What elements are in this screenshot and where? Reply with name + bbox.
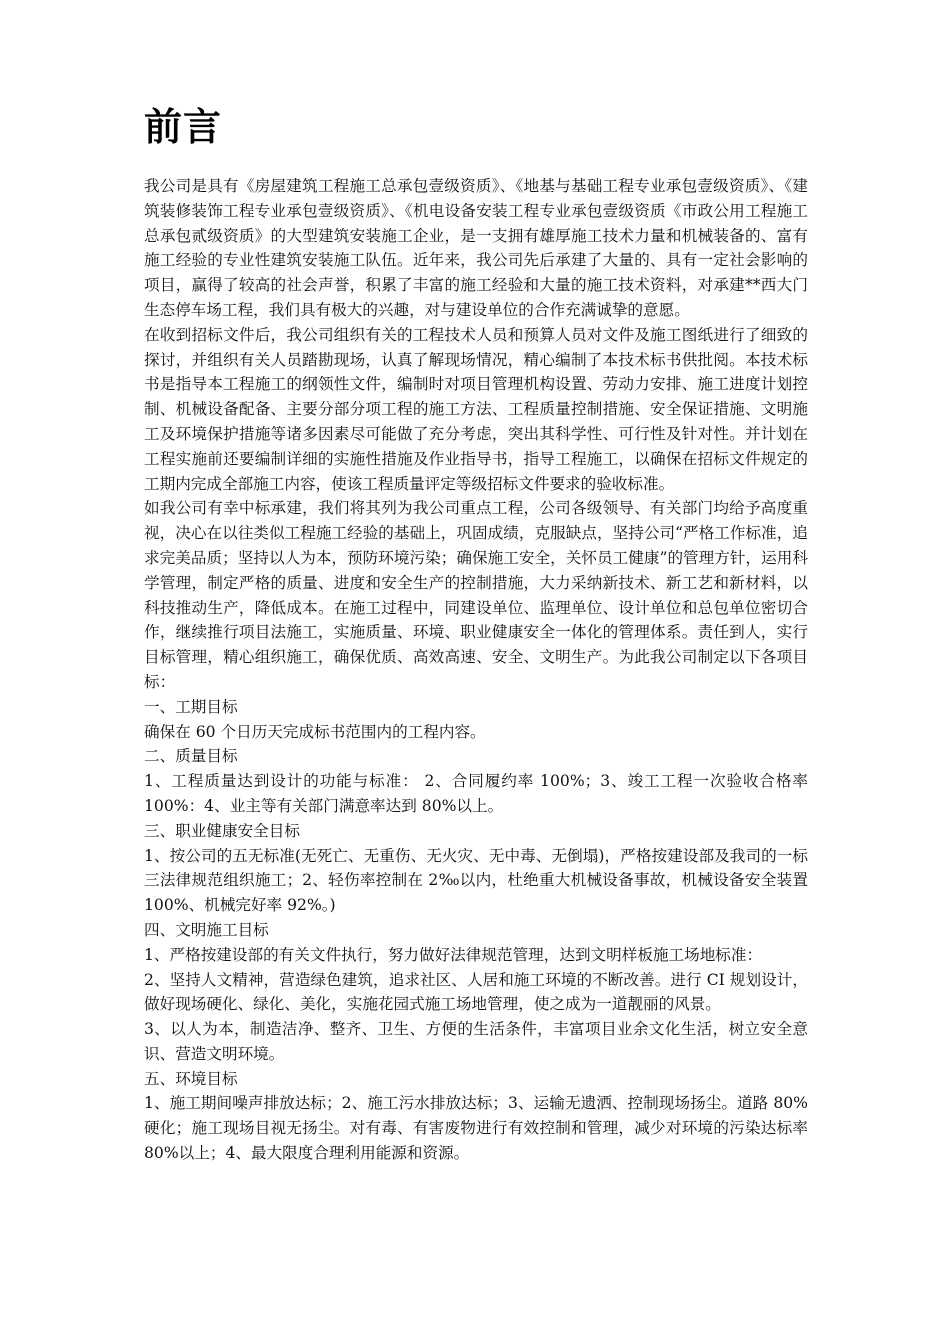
section-heading-environment: 五、环境目标 [144, 1069, 238, 1088]
quality-paragraph: 1、工程质量达到设计的功能与标准： 2、合同履约率 100%；3、竣工工程一次验收合格率 100%：4、业主等有关部门满意率达到 80%以上。 [144, 772, 808, 815]
section-heading-schedule: 一、工期目标 [144, 697, 238, 716]
section-heading-quality: 二、质量目标 [144, 747, 238, 766]
document-body [144, 174, 808, 1166]
environment-paragraph: 1、施工期间噪声排放达标；2、施工污水排放达标；3、运输无遗洒、控制现场扬尘。道路 80%硬化；施工现场目视无扬尘。对有毒、有害废物进行有效控制和管理，减少对环境的污染达标率 80%以上；4、最大限度合理利用能源和资源。 [144, 1094, 808, 1163]
safety-paragraph: 1、按公司的五无标准(无死亡、无重伤、无火灾、无中毒、无倒塌)，严格按建设部及我司的一标三法律规范组织施工；2、轻伤率控制在 2‰以内，杜绝重大机械设备事故，机械设备安全装置 100%、机械完好率 92%。) [144, 846, 808, 915]
bidding-paragraph: 在收到招标文件后，我公司组织有关的工程技术人员和预算人员对文件及施工图纸进行了细致的探讨，并组织有关人员踏勘现场，认真了解现场情况，精心编制了本技术标书供批阅。本技术标书是指导本工程施工的纲领性文件，编制时对项目管理机构设置、劳动力安排、施工进度计划控制、机械设备配备、主要分部分项工程的施工方法、工程质量控制措施、安全保证措施、文明施工及环境保护措施等诸多因素尽可能做了充分考虑，突出其科学性、可行性及针对性。并计划在工程实施前还要编制详细的实施性措施及作业指导书，指导工程施工，以确保在招标文件规定的工期内完成全部施工内容，使该工程质量评定等级招标文件要求的验收标准。 [144, 325, 808, 493]
civilized-paragraph-3: 3、以人为本，制造洁净、整齐、卫生、方便的生活条件，丰富项目业余文化生活，树立安全意识、营造文明环境。 [144, 1020, 808, 1063]
page-title: 前言 [144, 104, 223, 149]
civilized-paragraph-2: 2、坚持人文精神，营造绿色建筑，追求社区、人居和施工环境的不断改善。进行 CI 规划设计，做好现场硬化、绿化、美化，实施花园式施工场地管理，使之成为一道靓丽的风景。 [144, 970, 808, 1014]
section-heading-civilized: 四、文明施工目标 [144, 920, 269, 939]
section-heading-safety: 三、职业健康安全目标 [144, 821, 300, 840]
commitment-paragraph: 如我公司有幸中标承建，我们将其列为我公司重点工程，公司各级领导、有关部门均给予高度重视，决心在以往类似工程施工经验的基础上，巩固成绩，克服缺点，坚持公司“严格工作标准，追求完美品质；坚持以人为本，预防环境污染；确保施工安全，关怀员工健康”的管理方针，运用科学管理，制定严格的质量、进度和安全生产的控制措施，大力采纳新技术、新工艺和新材料，以科技推动生产，降低成本。在施工过程中，同建设单位、监理单位、设计单位和总包单位密切合作，继续推行项目法施工，实施质量、环境、职业健康安全一体化的管理体系。责任到人，实行目标管理，精心组织施工，确保优质、高效高速、安全、文明生产。为此我公司制定以下各项目标： [144, 499, 808, 691]
intro-paragraph: 我公司是具有《房屋建筑工程施工总承包壹级资质》、《地基与基础工程专业承包壹级资质》、《建筑装修装饰工程专业承包壹级资质》、《机电设备安装工程专业承包壹级资质《市政公用工程施工总承包贰级资质》的大型建筑安装施工企业，是一支拥有雄厚施工技术力量和机械装备的、富有施工经验的专业性建筑安装施工队伍。近年来，我公司先后承建了大量的、具有一定社会影响的项目，赢得了较高的社会声誉，积累了丰富的施工经验和大量的施工技术资料，对承建**西大门生态停车场工程，我们具有极大的兴趣，对与建设单位的合作充满诚挚的意愿。 [144, 177, 808, 319]
civilized-paragraph-1: 1、严格按建设部的有关文件执行，努力做好法律规范管理，达到文明样板施工场地标准： [144, 945, 763, 964]
schedule-paragraph: 确保在 60 个日历天完成标书范围内的工程内容。 [144, 722, 486, 741]
